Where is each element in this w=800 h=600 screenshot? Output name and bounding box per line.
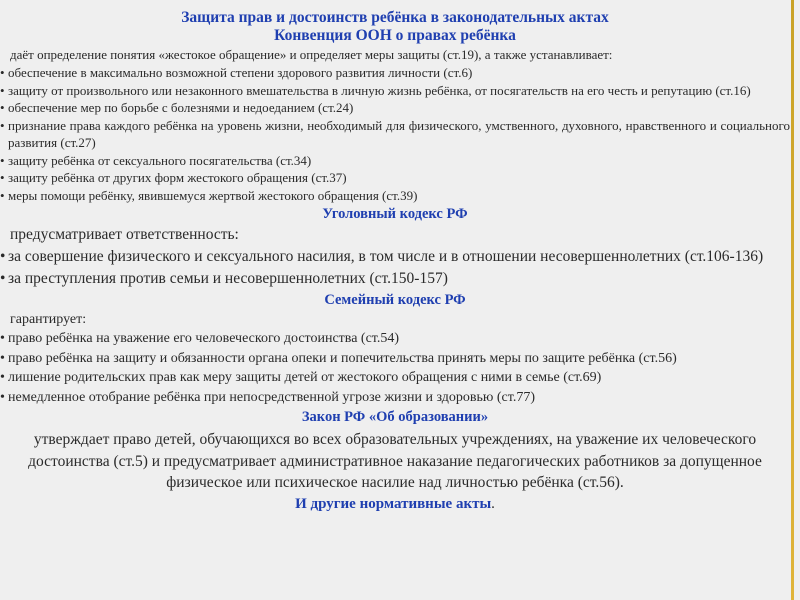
section-intro-un-convention: даёт определение понятия «жестокое обращение» и определяет меры защиты (ст.19), а также устанавливает: [10, 47, 613, 62]
list-un-convention [0, 64, 790, 204]
section-heading-un-convention: Конвенция ООН о правах ребёнка [274, 27, 516, 44]
list-item: • обеспечение мер по борьбе с болезнями и недоеданием (ст.24) [0, 99, 790, 117]
list-item: • немедленное отобрание ребёнка при непосредственной угрозе жизни и здоровью (ст.77) [0, 388, 790, 408]
list-family-code [0, 329, 790, 407]
section-text-education-law: утверждает право детей, обучающихся во всех образовательных учреждениях, на уважение их человеческого достоинства (ст.5) и предусматривает административное наказание педагогических работников за допущенное физическое или психическое насилие над личностью ребёнка (ст.56). [28, 431, 762, 491]
section-intro-family-code: гарантирует: [10, 312, 87, 327]
final-line [0, 494, 790, 514]
list-item: • защиту ребёнка от сексуального посягательства (ст.34) [0, 152, 790, 170]
list-item: • за совершение физического и сексуального насилия, в том числе и в отношении несовершеннолетних (ст.106-136) [0, 246, 790, 268]
list-item: • защиту от произвольного или незаконного вмешательства в личную жизнь ребёнка, от посягательств на его честь и репутацию (ст.16) [0, 82, 790, 100]
list-item: • право ребёнка на защиту и обязанности органа опеки и попечительства принять меры по защите ребёнка (ст.56) [0, 349, 790, 369]
section-intro-criminal-code: предусматривает ответственность: [10, 226, 239, 243]
section-heading-education-law: Закон РФ «Об образовании» [301, 409, 489, 425]
list-item: • защиту ребёнка от других форм жестокого обращения (ст.37) [0, 169, 790, 187]
accent-rule [791, 0, 794, 600]
final-line-text: И другие нормативные акты [295, 495, 492, 512]
list-item: • обеспечение в максимально возможной степени здорового развития личности (ст.6) [0, 64, 790, 82]
section-heading-family-code: Семейный кодекс РФ [324, 292, 466, 308]
section-heading-criminal-code: Уголовный кодекс РФ [322, 206, 468, 222]
list-item: • меры помощи ребёнку, явившемуся жертвой жестокого обращения (ст.39) [0, 187, 790, 205]
list-item: • лишение родительских прав как меру защиты детей от жестокого обращения с ними в семье (ст.69) [0, 368, 790, 388]
list-item: • право ребёнка на уважение его человеческого достоинства (ст.54) [0, 329, 790, 349]
list-item: • признание права каждого ребёнка на уровень жизни, необходимый для физического, умственного, духовного, нравственного и социального развития (ст.27) [0, 117, 790, 152]
slide-title: Защита прав и достоинств ребёнка в законодательных актах [181, 9, 609, 26]
list-item: • за преступления против семьи и несовершеннолетних (ст.150-157) [0, 268, 790, 290]
final-line-period: . [491, 495, 495, 512]
list-criminal-code [0, 246, 790, 290]
